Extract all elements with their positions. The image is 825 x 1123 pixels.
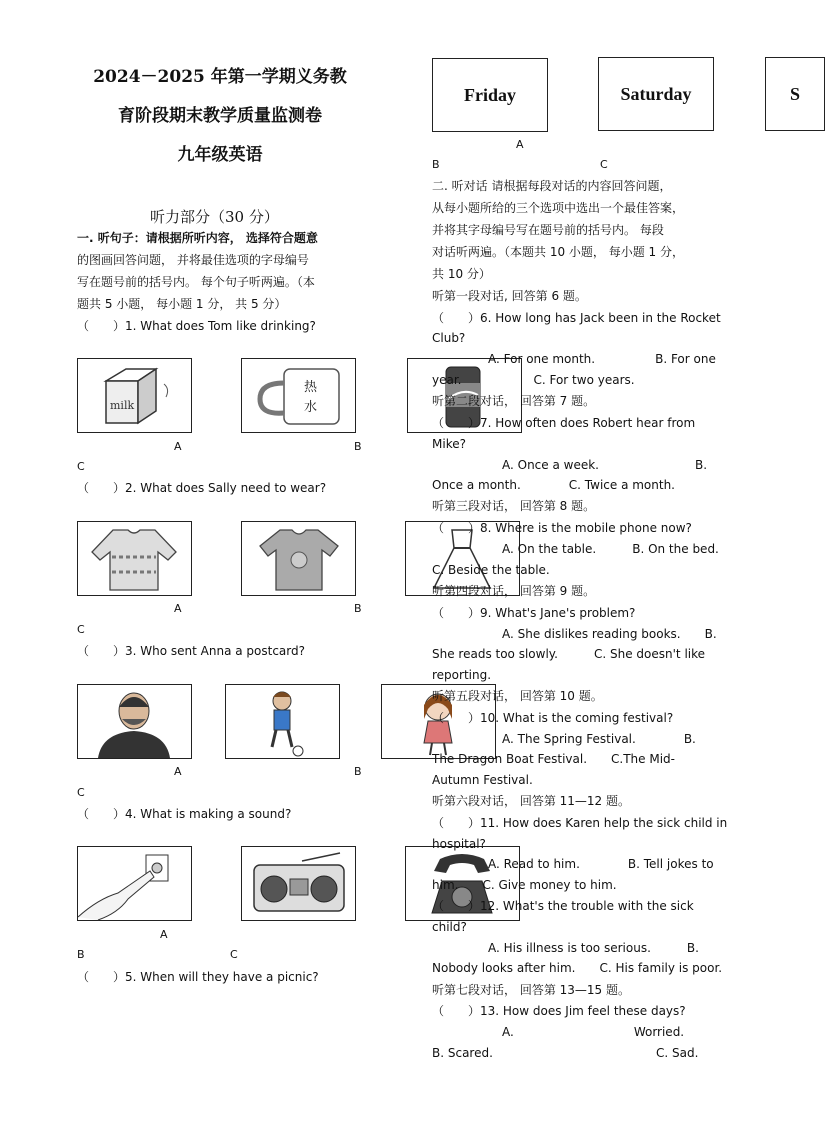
part2-instruction-1: 二. 听对话 请根据每段对话的内容回答问题， — [432, 179, 672, 193]
question-11-cont: hospital? — [432, 837, 486, 851]
question-7: （ ）7. How often does Robert hear from — [432, 416, 696, 430]
question-13: （ ）13. How does Jim feel these days? — [432, 1004, 686, 1018]
question-8: （ ）8. Where is the mobile phone now? — [432, 521, 692, 535]
milk-carton-icon — [78, 359, 191, 432]
question-8-options-1: A. On the table. B. On the bed. — [502, 542, 719, 556]
question-12-options-1: A. His illness is too serious. B. — [488, 941, 699, 955]
q4-label-a: A — [160, 928, 168, 941]
question-12-cont: child? — [432, 920, 467, 934]
exam-title-line1: 2024－2025 年第一学期义务教 — [93, 67, 347, 87]
part2-instruction-2: 从每小题所给的三个选项中选出一个最佳答案， — [432, 201, 685, 215]
question-2: （ ）2. What does Sally need to wear? — [77, 481, 327, 495]
part2-instruction-5: 共 10 分） — [432, 267, 491, 281]
q3-label-a: A — [174, 765, 182, 778]
question-4: （ ）4. What is making a sound? — [77, 807, 292, 821]
listening-heading: 听力部分（30 分） — [150, 208, 279, 226]
q5-label-b: B — [432, 158, 440, 171]
dialogue-4-heading: 听第四段对话， 回答第 9 题。 — [432, 584, 596, 598]
question-12-options-2: Nobody looks after him. C. His family is poor. — [432, 961, 723, 975]
dialogue-1-heading: 听第一段对话, 回答第 6 题。 — [432, 289, 587, 303]
question-8-options-2: C. Beside the table. — [432, 563, 550, 577]
question-12: （ ）12. What's the trouble with the sick — [432, 899, 694, 913]
question-6: （ ）6. How long has Jack been in the Rocket — [432, 311, 721, 325]
q1-option-b-image — [241, 358, 356, 433]
question-7-cont: Mike? — [432, 437, 466, 451]
q5-option-b-saturday: Saturday — [598, 57, 714, 131]
question-3: （ ）3. Who sent Anna a postcard? — [77, 644, 305, 658]
part1-instruction-2: 的图画回答问题， 并将最佳选项的字母编号 — [77, 253, 309, 267]
radio-icon — [242, 847, 355, 920]
dialogue-6-heading: 听第六段对话， 回答第 11—12 题。 — [432, 794, 630, 808]
part1-instruction-4: 题共 5 小题， 每小题 1 分， 共 5 分） — [77, 297, 287, 311]
question-11: （ ）11. How does Karen help the sick child in — [432, 816, 728, 830]
question-9-options-3: reporting. — [432, 668, 492, 682]
q2-label-a: A — [174, 602, 182, 615]
question-11-options-1: A. Read to him. B. Tell jokes to — [488, 857, 714, 871]
q5-label-a: A — [516, 138, 524, 151]
part2-instruction-3: 并将其字母编号写在题号前的括号内。 每段 — [432, 223, 664, 237]
q2-option-b-image — [241, 521, 356, 596]
exam-title-line2: 育阶段期末教学质量监测卷 — [118, 106, 322, 126]
question-6-cont: Club? — [432, 331, 466, 345]
dialogue-7-heading: 听第七段对话， 回答第 13—15 题。 — [432, 983, 630, 997]
question-13-options-1: A. Worried. — [502, 1025, 685, 1039]
q1-option-a-image — [77, 358, 192, 433]
t-shirt-icon — [242, 522, 355, 595]
q2-option-a-image — [77, 521, 192, 596]
svg-text:热: 热 — [304, 380, 318, 395]
question-7-options-1: A. Once a week. B. — [502, 458, 708, 472]
question-9-options-1: A. She dislikes reading books. B. — [502, 627, 717, 641]
question-11-options-2: him. C. Give money to him. — [432, 878, 617, 892]
q1-label-c: C — [77, 460, 85, 473]
dialogue-2-heading: 听第二段对话， 回答第 7 题。 — [432, 394, 596, 408]
man-portrait-icon — [78, 685, 191, 758]
exam-title-line3: 九年级英语 — [177, 145, 263, 165]
hot-water-mug-icon — [242, 359, 355, 432]
boy-with-ball-icon — [226, 685, 339, 758]
q3-option-a-image — [77, 684, 192, 759]
question-13-option-b: B. Scared. — [432, 1046, 493, 1060]
question-13-option-c: C. Sad. — [656, 1046, 699, 1060]
q2-label-c: C — [77, 623, 85, 636]
question-7-options-2: Once a month. C. Twice a month. — [432, 478, 676, 492]
q4-option-a-image — [77, 846, 192, 921]
doorbell-finger-icon — [78, 847, 191, 920]
svg-text:水: 水 — [304, 400, 318, 415]
part1-instruction-3: 写在题号前的括号内。 每个句子听两遍。（本 — [77, 275, 315, 289]
question-10-options-2: The Dragon Boat Festival. C.The Mid- — [432, 752, 675, 766]
question-10-options-1: A. The Spring Festival. B. — [502, 732, 696, 746]
q5-label-c: C — [600, 158, 608, 171]
q3-label-c: C — [77, 786, 85, 799]
q3-label-b: B — [354, 765, 362, 778]
q5-option-a-friday: Friday — [432, 58, 548, 132]
q2-label-b: B — [354, 602, 362, 615]
q5-option-c-day: S — [765, 57, 825, 131]
dialogue-5-heading: 听第五段对话， 回答第 10 题。 — [432, 689, 603, 703]
question-10: （ ）10. What is the coming festival? — [432, 711, 674, 725]
q4-label-c: C — [230, 948, 238, 961]
question-6-options-1: A. For one month. B. For one — [488, 352, 716, 366]
part1-instruction-1: 一. 听句子：请根据所听内容， 选择符合题意 — [77, 231, 318, 245]
q3-option-b-image — [225, 684, 340, 759]
sweater-icon — [78, 522, 191, 595]
question-5: （ ）5. When will they have a picnic? — [77, 970, 319, 984]
question-9-options-2: She reads too slowly. C. She doesn't like — [432, 647, 706, 661]
dialogue-3-heading: 听第三段对话， 回答第 8 题。 — [432, 499, 596, 513]
question-6-options-2: year. C. For two years. — [432, 373, 635, 387]
q1-label-b: B — [354, 440, 362, 453]
question-1: （ ）1. What does Tom like drinking? — [77, 319, 316, 333]
svg-text:milk: milk — [110, 399, 135, 412]
question-9: （ ）9. What's Jane's problem? — [432, 606, 636, 620]
question-10-options-3: Autumn Festival. — [432, 773, 533, 787]
part2-instruction-4: 对话听两遍。（本题共 10 小题， 每小题 1 分， — [432, 245, 684, 259]
q1-label-a: A — [174, 440, 182, 453]
q4-option-b-image — [241, 846, 356, 921]
q4-label-b: B — [77, 948, 85, 961]
